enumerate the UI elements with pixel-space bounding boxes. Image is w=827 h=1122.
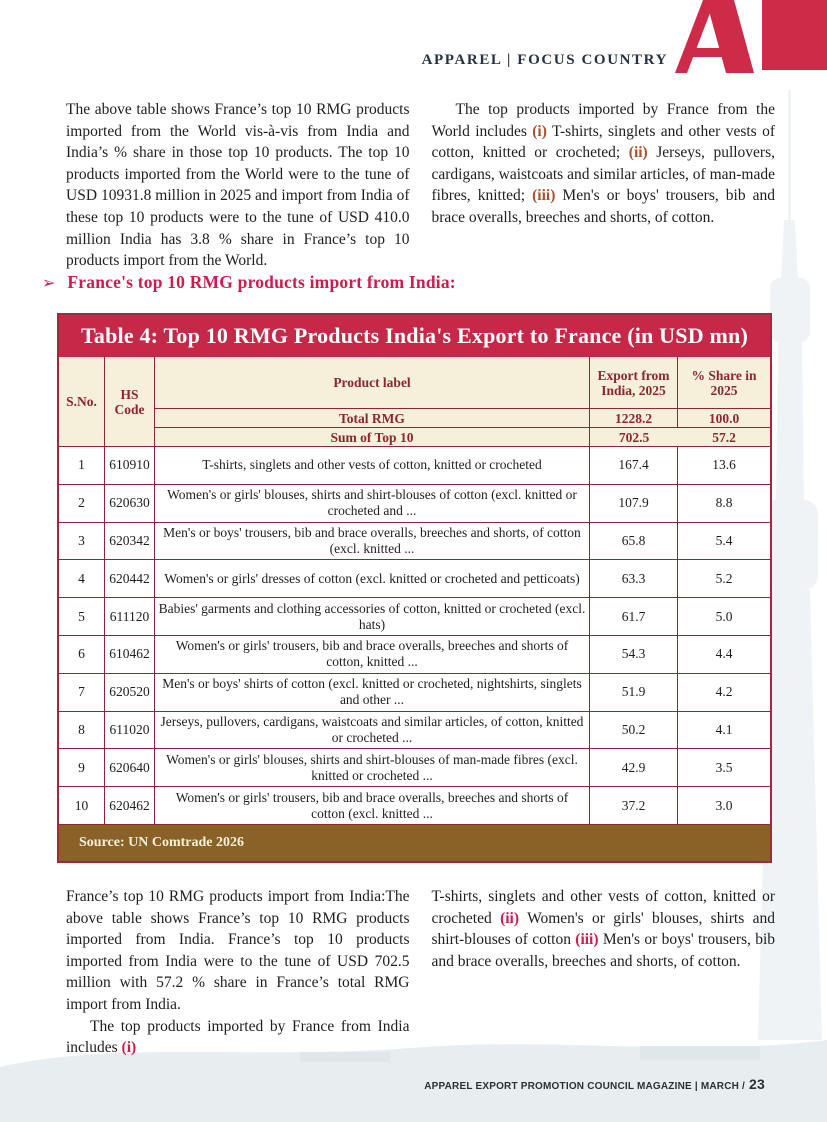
cell-sno: 4 xyxy=(59,560,105,598)
column-header-hscode: HS Code xyxy=(105,357,155,447)
bottom-columns xyxy=(66,886,775,1059)
cell-sno: 10 xyxy=(59,787,105,825)
bottom-left-text: France’s top 10 RMG products import from India:The above table shows France’s top 10 RMG products imported from India. France’s top 10 products imported from India were to the tune of USD 702.5 million with 57.2 % share in France’s total RMG import from India. xyxy=(66,888,410,1013)
table-row xyxy=(59,447,770,485)
cell-product: Men's or boys' shirts of cotton (excl. knitted or crocheted, nightshirts, singlets and other ... xyxy=(155,674,590,712)
cell-product: Women's or girls' blouses, shirts and shirt-blouses of cotton (excl. knitted or crocheted and ... xyxy=(155,485,590,523)
table-title: Table 4: Top 10 RMG Products India's Export to France (in USD mn) xyxy=(59,315,770,357)
cell-share: 3.0 xyxy=(678,787,770,825)
footer-text: APPAREL EXPORT PROMOTION COUNCIL MAGAZINE | MARCH / xyxy=(424,1081,746,1092)
table-row xyxy=(59,485,770,523)
table-body xyxy=(59,447,770,825)
cell-hscode: 610462 xyxy=(105,636,155,674)
cell-share: 13.6 xyxy=(678,447,770,485)
cell-hscode: 620520 xyxy=(105,674,155,712)
bottom-left-lead: The top products imported by France from India includes xyxy=(66,1017,410,1057)
summary-row-top10-label: Sum of Top 10 xyxy=(155,428,590,447)
cell-hscode: 620442 xyxy=(105,560,155,598)
cell-sno: 6 xyxy=(59,636,105,674)
table-row xyxy=(59,523,770,561)
apparel-a-logo-icon xyxy=(670,0,827,80)
table-header xyxy=(59,357,770,447)
intro-right-paragraph xyxy=(432,99,776,272)
cell-product: T-shirts, singlets and other vests of cotton, knitted or crocheted xyxy=(155,447,590,485)
column-header-sno: S.No. xyxy=(59,357,105,447)
intro-left-text: The above table shows France’s top 10 RMG products imported from the World vis-à-vis from India and India’s % share in those top 10 products. The top 10 products imported from the World were to the tune of USD 10931.8 million in 2025 and import from India of these top 10 products were to the tune of USD 410.0 million India has 3.8 % share in France’s top 10 products import from the World. xyxy=(66,101,410,270)
list-marker-iii: (iii) xyxy=(575,931,599,949)
bottom-left-second-paragraph xyxy=(66,1016,410,1059)
page-kicker: APPAREL | FOCUS COUNTRY xyxy=(421,52,668,68)
cell-share: 4.4 xyxy=(678,636,770,674)
table-row xyxy=(59,712,770,750)
cell-product: Women's or girls' trousers, bib and brace overalls, breeches and shorts of cotton (excl. knitted ... xyxy=(155,787,590,825)
cell-sno: 1 xyxy=(59,447,105,485)
column-header-share: % Share in 2025 xyxy=(678,357,770,409)
cell-export: 61.7 xyxy=(590,598,678,636)
bottom-right-paragraph xyxy=(432,886,776,1059)
cell-share: 4.1 xyxy=(678,712,770,750)
list-marker-ii: (ii) xyxy=(628,144,648,162)
cell-sno: 2 xyxy=(59,485,105,523)
column-header-export: Export from India, 2025 xyxy=(590,357,678,409)
cell-product: Women's or girls' dresses of cotton (excl. knitted or crocheted and petticoats) xyxy=(155,560,590,598)
cell-product: Women's or girls' blouses, shirts and shirt-blouses of man-made fibres (excl. knitted or crocheted ... xyxy=(155,749,590,787)
list-marker-iii: (iii) xyxy=(532,187,556,205)
cell-export: 42.9 xyxy=(590,749,678,787)
list-marker-i: (i) xyxy=(532,122,547,140)
intro-columns xyxy=(66,99,775,272)
table-row xyxy=(59,598,770,636)
intro-left-paragraph xyxy=(66,99,410,272)
cell-hscode: 620342 xyxy=(105,523,155,561)
cell-hscode: 611120 xyxy=(105,598,155,636)
list-marker-ii: (ii) xyxy=(500,909,520,927)
cell-product: Men's or boys' trousers, bib and brace overalls, breeches and shorts, of cotton (excl. knitted ... xyxy=(155,523,590,561)
cell-sno: 9 xyxy=(59,749,105,787)
cell-hscode: 620640 xyxy=(105,749,155,787)
cell-share: 5.0 xyxy=(678,598,770,636)
page-number: 23 xyxy=(749,1076,765,1092)
table-row xyxy=(59,560,770,598)
cell-hscode: 620462 xyxy=(105,787,155,825)
list-marker-i: (i) xyxy=(121,1039,137,1057)
summary-row-total-label: Total RMG xyxy=(155,409,590,428)
summary-row-total-share: 100.0 xyxy=(678,409,770,428)
page-footer xyxy=(424,1076,765,1092)
summary-row-total-export: 1228.2 xyxy=(590,409,678,428)
cell-export: 50.2 xyxy=(590,712,678,750)
cell-export: 65.8 xyxy=(590,523,678,561)
cell-export: 63.3 xyxy=(590,560,678,598)
arrow-bullet-icon: ➢ xyxy=(42,275,56,292)
intro-right-item-1: T-shirts, singlets and other vests of cotton, knitted or crocheted; xyxy=(431,122,775,162)
cell-share: 5.2 xyxy=(678,560,770,598)
cell-export: 54.3 xyxy=(590,636,678,674)
cell-export: 37.2 xyxy=(590,787,678,825)
bottom-right-item-3: Men's or boys' trousers, bib and brace overalls, breeches and shorts, of cotton. xyxy=(431,931,776,970)
cell-share: 8.8 xyxy=(678,485,770,523)
cell-product: Babies' garments and clothing accessories of cotton, knitted or crocheted (excl. hats) xyxy=(155,598,590,636)
cell-share: 5.4 xyxy=(678,523,770,561)
cell-export: 51.9 xyxy=(590,674,678,712)
column-header-product: Product label xyxy=(155,357,590,409)
cell-share: 3.5 xyxy=(678,749,770,787)
cell-sno: 8 xyxy=(59,712,105,750)
cell-export: 167.4 xyxy=(590,447,678,485)
bottom-right-item-1: T-shirts, singlets and other vests of cotton, knitted or crocheted xyxy=(431,888,775,927)
table-row xyxy=(59,636,770,674)
table-row xyxy=(59,787,770,825)
cell-hscode: 620630 xyxy=(105,485,155,523)
cell-product: Women's or girls' trousers, bib and brace overalls, breeches and shorts of cotton, knitted ... xyxy=(155,636,590,674)
summary-row-top10-share: 57.2 xyxy=(678,428,770,447)
cell-export: 107.9 xyxy=(590,485,678,523)
cell-hscode: 610910 xyxy=(105,447,155,485)
intro-right-item-2: Jerseys, pullovers, cardigans, waistcoats and similar articles, of man-made fibres, knitted; xyxy=(431,144,775,205)
cell-sno: 5 xyxy=(59,598,105,636)
cell-share: 4.2 xyxy=(678,674,770,712)
table-source-bar: Source: UN Comtrade 2026 xyxy=(59,825,770,861)
section-heading-text: France's top 10 RMG products import from India: xyxy=(67,272,456,292)
cell-sno: 7 xyxy=(59,674,105,712)
bottom-right-item-2: Women's or girls' blouses, shirts and shirt-blouses of cotton xyxy=(431,909,775,949)
table-top10-rmg xyxy=(57,313,772,863)
cell-hscode: 611020 xyxy=(105,712,155,750)
intro-right-item-3: Men's or boys' trousers, bib and brace overalls, breeches and shorts, of cotton. xyxy=(431,187,776,226)
section-heading xyxy=(42,272,456,293)
intro-right-lead: The top products imported by France from the World includes xyxy=(431,101,775,140)
table-row xyxy=(59,674,770,712)
table-row xyxy=(59,749,770,787)
cell-product: Jerseys, pullovers, cardigans, waistcoats and similar articles, of cotton, knitted or crocheted ... xyxy=(155,712,590,750)
bottom-left-paragraph xyxy=(66,886,410,1059)
cell-sno: 3 xyxy=(59,523,105,561)
summary-row-top10-export: 702.5 xyxy=(590,428,678,447)
